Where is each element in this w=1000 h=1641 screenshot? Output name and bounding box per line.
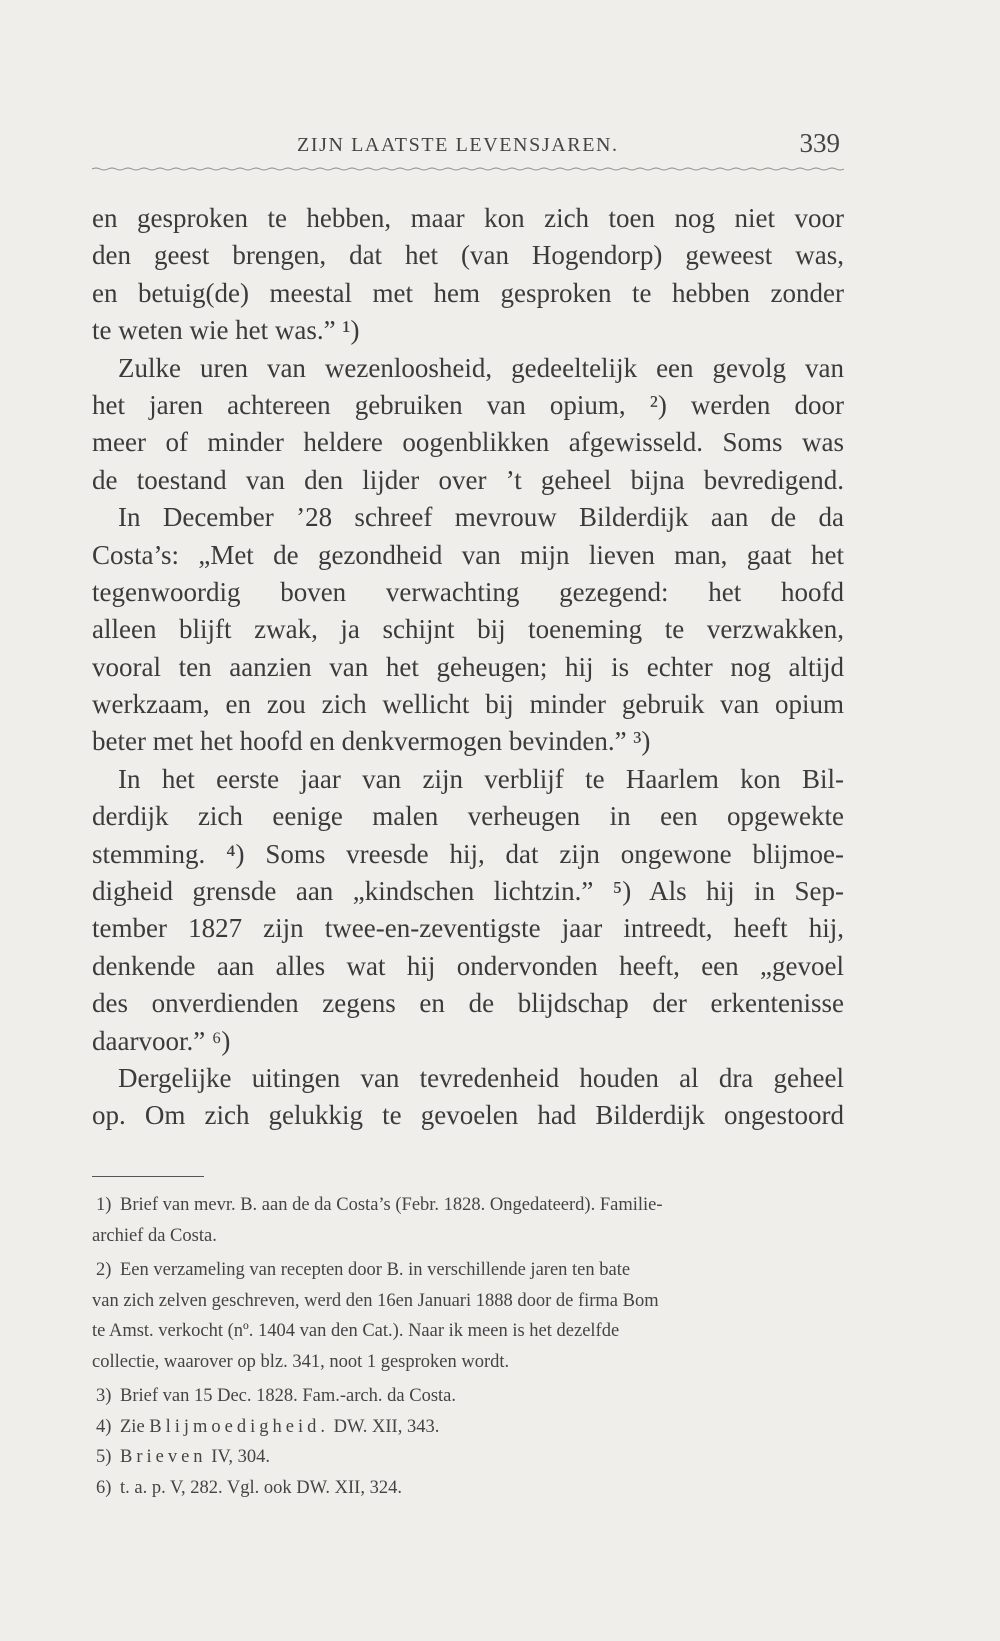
text-line: en gesproken te hebben, maar kon zich toen nog niet voor bbox=[92, 203, 844, 233]
text-line: de toestand van den lijder over ’t geheel bijna bevredigend. bbox=[92, 464, 844, 495]
footnote-text: archief da Costa. bbox=[92, 1225, 217, 1246]
text-line: Dergelijke uitingen van tevredenheid houden al dra geheel bbox=[118, 1062, 844, 1093]
footnote-text: Een verzameling van recepten door B. in verschillende jaren ten bate bbox=[120, 1260, 631, 1280]
text-line: vooral ten aanzien van het geheugen; hij is echter nog altijd bbox=[92, 651, 844, 682]
text-line: te weten wie het was.” ¹) bbox=[92, 315, 360, 346]
text-line: tegenwoordig boven verwachting gezegend: het hoofd bbox=[92, 576, 844, 607]
footnote-text: Brief van 15 Dec. 1828. Fam.-arch. da Costa. bbox=[120, 1386, 456, 1406]
header-wavy-rule bbox=[92, 167, 844, 171]
text-line: denkende aan alles wat hij ondervonden heeft, een „gevoel bbox=[92, 950, 844, 981]
footnote-spaced-title: Blijmoedigheid. bbox=[149, 1416, 330, 1437]
running-head bbox=[92, 128, 844, 162]
footnote-text: t. a. p. V, 282. Vgl. ook DW. XII, 324. bbox=[120, 1477, 402, 1498]
footnote-5 bbox=[92, 1442, 844, 1473]
text-line: In het eerste jaar van zijn verblijf te Haarlem kon Bil- bbox=[118, 763, 844, 794]
footnote-text: DW. XII, 343. bbox=[333, 1416, 440, 1437]
footnote-marker: 5) bbox=[96, 1447, 112, 1467]
text-line: werkzaam, en zou zich wellicht bij minder gebruik van opium bbox=[92, 689, 844, 720]
footnote-6 bbox=[92, 1473, 844, 1504]
text-line: meer of minder heldere oogenblikken afgewisseld. Soms was bbox=[92, 427, 844, 458]
footnote-text: Zie bbox=[120, 1416, 145, 1437]
text-line: Costa’s: „Met de gezondheid van mijn lieven man, gaat het bbox=[92, 539, 844, 570]
body-text bbox=[92, 200, 844, 1135]
text-line: den geest brengen, dat het (van Hogendorp) geweest was, bbox=[92, 240, 844, 271]
footnote-text: collectie, waarover op blz. 341, noot 1 gesproken wordt. bbox=[92, 1351, 510, 1372]
text-line: tember 1827 zijn twee-en-zeventigste jaar intreedt, heeft hij, bbox=[92, 913, 844, 944]
footnote-marker: 1) bbox=[96, 1195, 112, 1215]
footnote-text: IV, 304. bbox=[211, 1447, 270, 1467]
text-line: Zulke uren van wezenloosheid, gedeeltelijk een gevolg van bbox=[118, 352, 844, 383]
footnote-4 bbox=[92, 1412, 844, 1443]
footnote-marker: 4) bbox=[96, 1416, 112, 1437]
text-line: alleen blijft zwak, ja schijnt bij toeneming te verzwakken, bbox=[92, 614, 844, 645]
text-line: stemming. ⁴) Soms vreesde hij, dat zijn ongewone blijmoe- bbox=[92, 838, 844, 869]
footnote-2 bbox=[92, 1255, 844, 1377]
running-title: ZIJN LAATSTE LEVENSJAREN. bbox=[297, 134, 619, 156]
text-line: derdijk zich eenige malen verheugen in een opgewekte bbox=[92, 801, 844, 832]
text-line: op. Om zich gelukkig te gevoelen had Bilderdijk ongestoord bbox=[92, 1100, 844, 1131]
footnotes bbox=[92, 1190, 844, 1503]
text-line: beter met het hoofd en denkvermogen bevinden.” ³) bbox=[92, 726, 651, 757]
footnote-spaced-title: Brieven bbox=[120, 1447, 207, 1467]
text-line: In December ’28 schreef mevrouw Bilderdijk aan de da bbox=[118, 502, 844, 533]
footnote-3 bbox=[92, 1381, 844, 1412]
footnote-text: Brief van mevr. B. aan de da Costa’s (Febr. 1828. Ongedateerd). Familie- bbox=[120, 1195, 663, 1215]
footnote-marker: 6) bbox=[96, 1477, 112, 1498]
text-line: en betuig(de) meestal met hem gesproken te hebben zonder bbox=[92, 277, 844, 308]
footnote-separator bbox=[92, 1176, 204, 1177]
footnote-text: te Amst. verkocht (nº. 1404 van den Cat.). Naar ik meen is het dezelfde bbox=[92, 1321, 620, 1341]
text-line: digheid grensde aan „kindschen lichtzin.” ⁵) Als hij in Sep- bbox=[92, 876, 844, 907]
footnote-1 bbox=[92, 1190, 844, 1251]
page-number: 339 bbox=[799, 128, 840, 158]
text-line: het jaren achtereen gebruiken van opium, ²) werden door bbox=[92, 389, 844, 420]
footnote-marker: 3) bbox=[96, 1386, 112, 1406]
footnote-marker: 2) bbox=[96, 1260, 112, 1280]
footnote-text: van zich zelven geschreven, werd den 16en Januari 1888 door de firma Bom bbox=[92, 1290, 659, 1311]
text-line: daarvoor.” ⁶) bbox=[92, 1025, 231, 1056]
text-line: des onverdienden zegens en de blijdschap der erkentenisse bbox=[92, 988, 844, 1019]
